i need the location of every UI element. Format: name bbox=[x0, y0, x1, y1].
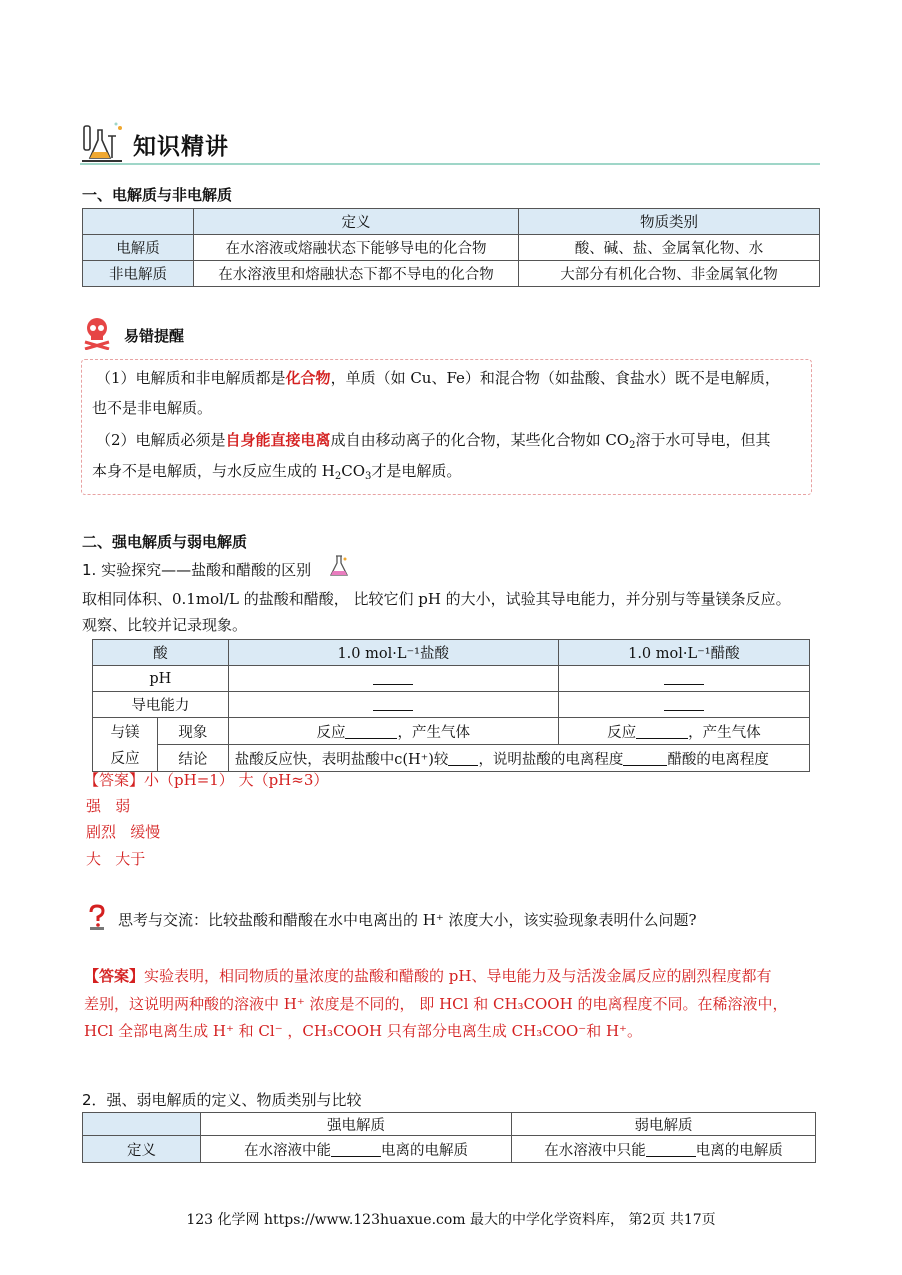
title-divider bbox=[80, 163, 820, 165]
answer-block-1 bbox=[84, 770, 328, 790]
row-label: 电解质 bbox=[83, 235, 194, 261]
answer-line-4: 大 大于 bbox=[86, 850, 146, 868]
definition-cell bbox=[512, 1136, 816, 1163]
row-label: 导电能力 bbox=[93, 692, 229, 718]
skull-warning-icon bbox=[82, 316, 112, 350]
warning-paragraph-1-cont: 也不是非电解质。 bbox=[92, 399, 213, 417]
text: 醋酸的电离程度 bbox=[667, 751, 769, 768]
section1-heading: 一、电解质与非电解质 bbox=[82, 186, 233, 204]
experiment-intro-2: 观察、比较并记录现象。 bbox=[82, 616, 248, 634]
blank-cell bbox=[228, 692, 558, 718]
table-header-cell: 定义 bbox=[194, 209, 519, 235]
experiment-title: 1. 实验探究——盐酸和醋酸的区别 bbox=[82, 561, 312, 579]
part2-title: 2．强、弱电解质的定义、物质类别与比较 bbox=[82, 1091, 362, 1109]
row-label: 反应 bbox=[93, 745, 158, 772]
warning-paragraph-2 bbox=[96, 430, 771, 456]
row-label: pH bbox=[93, 666, 229, 692]
warning-title: 易错提醒 bbox=[124, 327, 185, 345]
answer-line-2: 强 弱 bbox=[86, 797, 131, 815]
answer-tag: 【答案】 bbox=[84, 967, 145, 985]
warning-paragraph-2-cont bbox=[92, 461, 461, 487]
text: 成自由移动离子的化合物，某些化合物如 CO bbox=[330, 431, 630, 449]
text: （2）电解质必须是 bbox=[96, 431, 226, 449]
text: 电离的电解质 bbox=[381, 1142, 468, 1159]
table-header-cell: 弱电解质 bbox=[512, 1113, 816, 1136]
text: 反应 bbox=[607, 724, 637, 741]
definition-cell bbox=[201, 1136, 512, 1163]
table-cell: 在水溶液里和熔融状态下都不导电的化合物 bbox=[194, 261, 519, 287]
text: ，说明盐酸的电离程度 bbox=[478, 751, 624, 768]
conclusion-cell bbox=[228, 745, 809, 772]
phenomenon-cell bbox=[228, 718, 558, 745]
table-header-cell: 物质类别 bbox=[519, 209, 820, 235]
subscript: 3 bbox=[365, 471, 372, 482]
table-cell: 酸、碱、盐、金属氧化物、水 bbox=[519, 235, 820, 261]
electrolyte-table bbox=[82, 208, 820, 287]
text: CO bbox=[341, 462, 366, 480]
subscript: 2 bbox=[334, 471, 342, 482]
think-answer-line-3: HCl 全部电离生成 H⁺ 和 Cl⁻ ，CH₃COOH 只有部分电离生成 CH₃COO⁻和 H⁺。 bbox=[84, 1022, 642, 1040]
question-mark-icon bbox=[86, 904, 108, 932]
text: ，产生气体 bbox=[688, 724, 761, 741]
flask-icon bbox=[328, 554, 350, 578]
table-header-cell: 1.0 mol·L⁻¹醋酸 bbox=[558, 640, 809, 666]
table-header-cell bbox=[83, 1113, 201, 1136]
strong-weak-table bbox=[82, 1112, 816, 1163]
subscript: 2 bbox=[629, 440, 636, 451]
text: 盐酸反应快，表明盐酸中 bbox=[234, 751, 395, 768]
text: 本身不是电解质，与水反应生成的 H bbox=[92, 462, 335, 480]
experiment-intro-1: 取相同体积、0.1mol/L 的盐酸和醋酸， 比较它们 pH 的大小，试验其导电能力，并分别与等量镁条反应。 bbox=[82, 590, 791, 608]
emphasis: 化合物 bbox=[285, 369, 331, 387]
think-question: 思考与交流：比较盐酸和醋酸在水中电离出的 H⁺ 浓度大小，该实验现象表明什么问题? bbox=[118, 911, 697, 929]
text: ，产生气体 bbox=[397, 724, 470, 741]
text: 在水溶液中只能 bbox=[544, 1142, 646, 1159]
table-header-cell: 酸 bbox=[93, 640, 229, 666]
table-cell: 大部分有机化合物、非金属氧化物 bbox=[519, 261, 820, 287]
answer-text: 小（pH=1） 大（pH≈3） bbox=[144, 771, 329, 789]
think-answer-line-1 bbox=[84, 966, 771, 986]
row-label: 现象 bbox=[158, 718, 229, 745]
text: 反应 bbox=[316, 724, 346, 741]
text: 在水溶液中能 bbox=[244, 1142, 331, 1159]
lab-flask-icon bbox=[80, 120, 128, 164]
page-title: 知识精讲 bbox=[133, 134, 229, 160]
blank-cell bbox=[228, 666, 558, 692]
row-label: 与镁 bbox=[93, 718, 158, 745]
text: （1）电解质和非电解质都是 bbox=[96, 369, 286, 387]
phenomenon-cell bbox=[558, 718, 809, 745]
row-label: 结论 bbox=[158, 745, 229, 772]
blank-cell bbox=[558, 666, 809, 692]
answer-text: 实验表明，相同物质的量浓度的盐酸和醋酸的 pH、导电能力及与活泼金属反应的剧烈程度都有 bbox=[144, 967, 772, 985]
answer-line-3: 剧烈 缓慢 bbox=[86, 823, 161, 841]
row-label: 非电解质 bbox=[83, 261, 194, 287]
text: ，单质（如 Cu、Fe）和混合物（如盐酸、食盐水）既不是电解质， bbox=[330, 369, 780, 387]
experiment-table bbox=[92, 639, 810, 772]
text: 才是电解质。 bbox=[371, 462, 462, 480]
emphasis: 自身能直接电离 bbox=[225, 431, 331, 449]
page-footer: 123 化学网 https://www.123huaxue.com 最大的中学化学资料库， 第2页 共17页 bbox=[186, 1212, 716, 1228]
text: 电离的电解质 bbox=[695, 1142, 783, 1159]
text: c(H⁺)较 bbox=[394, 751, 449, 768]
section2-heading: 二、强电解质与弱电解质 bbox=[82, 533, 248, 551]
think-answer-line-2: 差别，这说明两种酸的溶液中 H⁺ 浓度是不同的， 即 HCl 和 CH₃COOH 的电离程度不同。在稀溶液中， bbox=[84, 995, 788, 1013]
table-header-cell: 1.0 mol·L⁻¹盐酸 bbox=[228, 640, 558, 666]
warning-paragraph-1 bbox=[96, 368, 780, 388]
table-header-cell bbox=[83, 209, 194, 235]
table-cell: 在水溶液或熔融状态下能够导电的化合物 bbox=[194, 235, 519, 261]
row-label: 定义 bbox=[83, 1136, 201, 1163]
answer-tag: 【答案】 bbox=[84, 771, 145, 789]
blank-cell bbox=[558, 692, 809, 718]
text: 溶于水可导电，但其 bbox=[635, 431, 771, 449]
table-header-cell: 强电解质 bbox=[201, 1113, 512, 1136]
